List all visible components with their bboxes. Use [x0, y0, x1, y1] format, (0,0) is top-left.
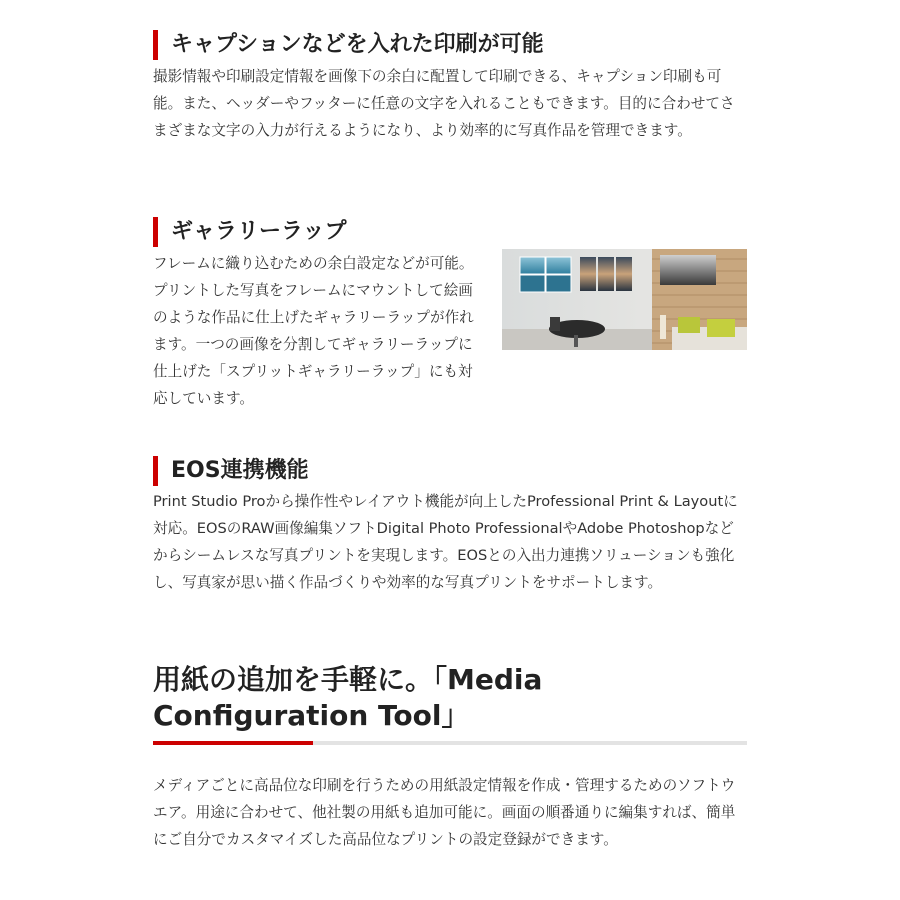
gallery-wrap-text: フレームに織り込むための余白設定などが可能。プリントした写真をフレームにマウントして絵画のような作品に仕上げたギャラリーラップが作れます。一つの画像を分割してギャラリーラップに仕上げた「スプリットギャラリーラップ」にも対応しています。: [153, 255, 474, 407]
gallery-wrap-heading: ギャラリーラップ: [153, 217, 765, 247]
eos-link-text: Print Studio Proから操作性やレイアウト機能が向上したProfessional Print & Layoutに対応。EOSのRAW画像編集ソフトDigital Photo ProfessionalやAdobe Photoshopなどからシームレスな写真プリントを実現します。EOSとの入出力連携ソリューションも強化し、写真家が思い描く作品づくりや効率的な写真プリントをサポートします。: [153, 493, 738, 591]
gallery-wrap-room-illustration: [502, 249, 747, 350]
caption-print-text: 撮影情報や印刷設定情報を画像下の余白に配置して印刷できる、キャプション印刷も可能。また、ヘッダーやフッターに任意の文字を入れることもできます。目的に合わせてさまざまな文字の入力が行えるようになり、より効率的に写真作品を管理できます。: [153, 68, 735, 139]
heading-underline: [153, 741, 747, 745]
media-config-heading: 用紙の追加を手軽に。「Media Configuration Tool」: [153, 663, 543, 732]
gallery-wrap-photo: [502, 249, 747, 350]
heading-underline-accent: [153, 741, 313, 745]
eos-link-heading: EOS連携機能: [153, 456, 765, 486]
media-config-text: メディアごとに高品位な印刷を行うための用紙設定情報を作成・管理するためのソフトウエア。用途に合わせて、他社製の用紙も追加可能に。画面の順番通りに編集すれば、簡単にご自分でカスタマイズした高品位なプリントの設定登録ができます。: [153, 777, 736, 848]
caption-print-heading: キャプションなどを入れた印刷が可能: [153, 30, 765, 60]
